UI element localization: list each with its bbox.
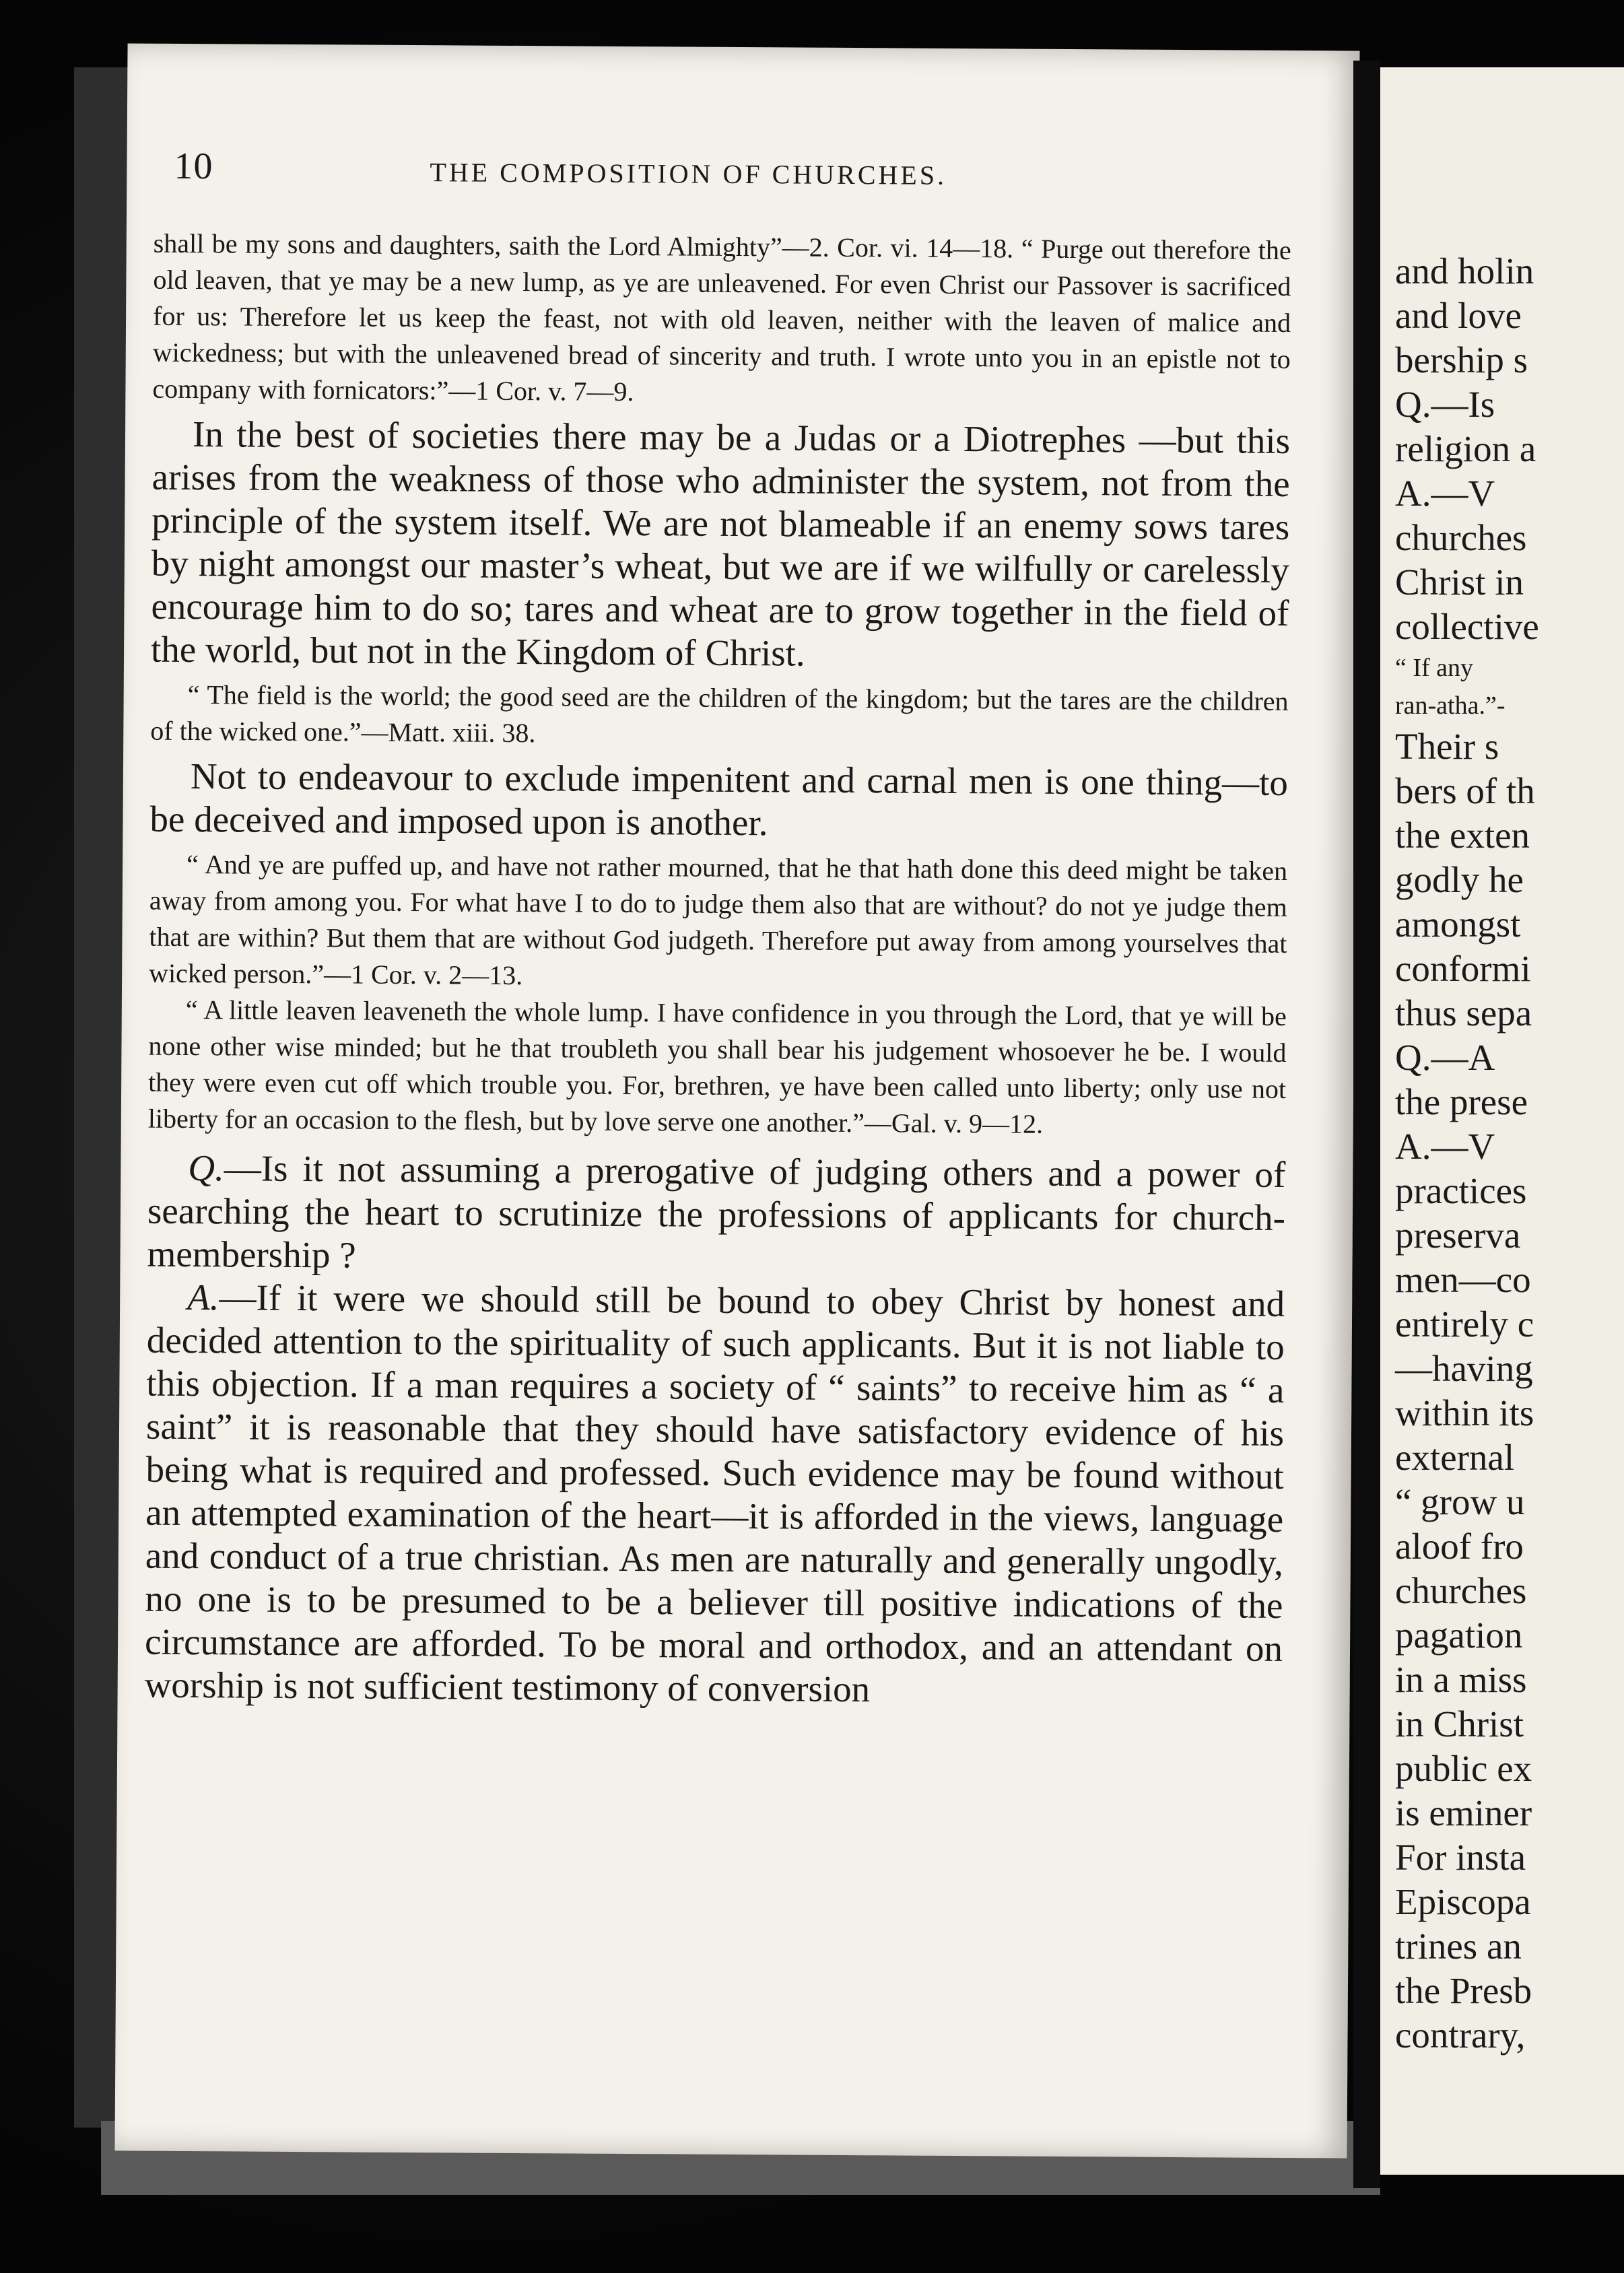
right-page-line: in a miss <box>1395 1659 1527 1700</box>
right-page-line: aloof fro <box>1395 1526 1524 1567</box>
question-label: Q. <box>188 1147 225 1189</box>
right-page-line: and holin <box>1395 250 1534 292</box>
right-page-line: “ If any <box>1395 654 1474 682</box>
right-page-line: external <box>1395 1437 1515 1478</box>
answer-label: A. <box>187 1277 219 1318</box>
right-page-line: and love <box>1395 295 1522 336</box>
right-page-line: amongst <box>1395 904 1521 945</box>
answer-text: —If it were we should still be bound to obey Christ by honest and decided attention to the spirituality of such applicants. But it is not liable to this objection. If a man requires a society of “ saints” to receive him as “ a saint” it is reasonable that they should have satisfactory evidence of his being what is required and professed. Such evidence may be found without an attempted examination of the heart—it is afforded in the views, language and conduct of a true christian. As men are naturally and generally ungodly, no one is to be presumed to be a believer till positive indications of the circumstance are afforded. To be moral and orthodox, and an attendant on worship is not sufficient testimony of conversion <box>144 1277 1285 1710</box>
right-page-line: thus sepa <box>1395 992 1532 1033</box>
right-page-line: trines an <box>1395 1926 1522 1967</box>
right-page-line: religion a <box>1395 428 1536 469</box>
right-page-line: Q.—A <box>1395 1037 1495 1078</box>
scripture-quote-gal: “ A little leaven leaveneth the whole lump. I have confidence in you through the Lord, that ye will be none other wise minded; but he that troubleth you shall bear his judgement whosoever he be. I would they were even cut off which trouble you. For, brethren, ye have been called unto liberty; only use not liberty for an occasion to the flesh, but by love serve one another.”—Gal. v. 9—12. <box>147 994 1287 1139</box>
right-page-line: entirely c <box>1395 1303 1534 1345</box>
page-gutter <box>1353 61 1380 2188</box>
right-page-line: practices <box>1395 1170 1527 1211</box>
right-page-line: bership s <box>1395 339 1528 380</box>
right-page-line: —having <box>1395 1348 1533 1389</box>
right-page-line: Their s <box>1395 726 1499 767</box>
right-page-line: the prese <box>1395 1081 1528 1122</box>
right-page-line: pagation <box>1395 1615 1523 1656</box>
right-page-line: bers of th <box>1395 770 1535 811</box>
right-page-line: public ex <box>1395 1748 1532 1789</box>
left-page <box>114 43 1359 2158</box>
right-page-line: churches <box>1395 1570 1527 1611</box>
scripture-quote-matt: “ The field is the world; the good seed are the children of the kingdom; but the tares are the children of the wicked one.”—Matt. xiii. 38. <box>150 679 1289 749</box>
scripture-quote-cor: “ And ye are puffed up, and have not rather mourned, that he that hath done this deed might be taken away from among you. For what have I to do to judge them also that are without? do not ye judge them that are within? But them that are without God judgeth. Therefore put away from among yourselves that wicked person.”—1 Cor. v. 2—13. <box>149 848 1288 991</box>
right-page-line: collective <box>1395 606 1539 647</box>
right-page-line: ran-atha.”- <box>1395 691 1505 720</box>
right-page-line: the Presb <box>1395 1970 1532 2011</box>
question-paragraph <box>147 1147 1285 1283</box>
running-title: THE COMPOSITION OF CHURCHES. <box>430 157 947 191</box>
paragraph-judas: In the best of societies there may be a Judas or a Diotrephes —but this arises from the weakness of those who administer the system, not from the principle of the system itself. We are not blameable if an enemy sows tares by night amongst our master’s wheat, but we are if we wilfully or carelessly encourage him to do so; tares and wheat are to grow together in the field of the world, but not in the Kingdom of Christ. <box>150 413 1291 674</box>
answer-paragraph <box>144 1276 1285 1714</box>
right-page-line: Christ in <box>1395 562 1524 603</box>
right-page-line: A.—V <box>1395 1126 1495 1167</box>
right-page-line: is eminer <box>1395 1792 1532 1833</box>
right-page-line: godly he <box>1395 859 1524 900</box>
scripture-quote-1: shall be my sons and daughters, saith the Lord Almighty”—2. Cor. vi. 14—18. “ Purge out therefore the old leaven, that ye may be a new lump, as ye are unleavened. For even Christ our Passover is sacrificed for us: Therefore let us keep the feast, not with old leaven, neither with the leaven of malice and wickedness; but with the unleavened bread of sincerity and truth. I wrote unto you in an epistle not to company with fornicators:”—1 Cor. v. 7—9. <box>152 228 1291 407</box>
right-page-line: contrary, <box>1395 2014 1526 2056</box>
right-page-line: conformi <box>1395 948 1531 989</box>
right-page-line: within its <box>1395 1392 1534 1433</box>
right-page-line: the exten <box>1395 815 1530 856</box>
right-page-line: Episcopa <box>1395 1881 1531 1922</box>
right-page-line: preserva <box>1395 1215 1521 1256</box>
page-body <box>144 226 1291 1714</box>
right-page-column <box>1395 249 1624 2058</box>
paragraph-exclude: Not to endeavour to exclude impenitent and carnal men is one thing—to be deceived and imposed upon is another. <box>149 755 1289 844</box>
page-number: 10 <box>174 145 213 188</box>
right-page-line: in Christ <box>1395 1703 1524 1744</box>
right-page-line: Q.—Is <box>1395 384 1495 425</box>
question-text: —Is it not assuming a prerogative of judging others and a power of searching the heart to scrutinize the professions of applicants for church-membership ? <box>147 1147 1286 1276</box>
right-page-line: “ grow u <box>1395 1481 1525 1522</box>
right-page-line: churches <box>1395 517 1527 558</box>
right-page-line: A.—V <box>1395 473 1495 514</box>
right-page-line: For insta <box>1395 1837 1526 1878</box>
right-page <box>1380 67 1624 2175</box>
right-page-line: men—co <box>1395 1259 1531 1300</box>
